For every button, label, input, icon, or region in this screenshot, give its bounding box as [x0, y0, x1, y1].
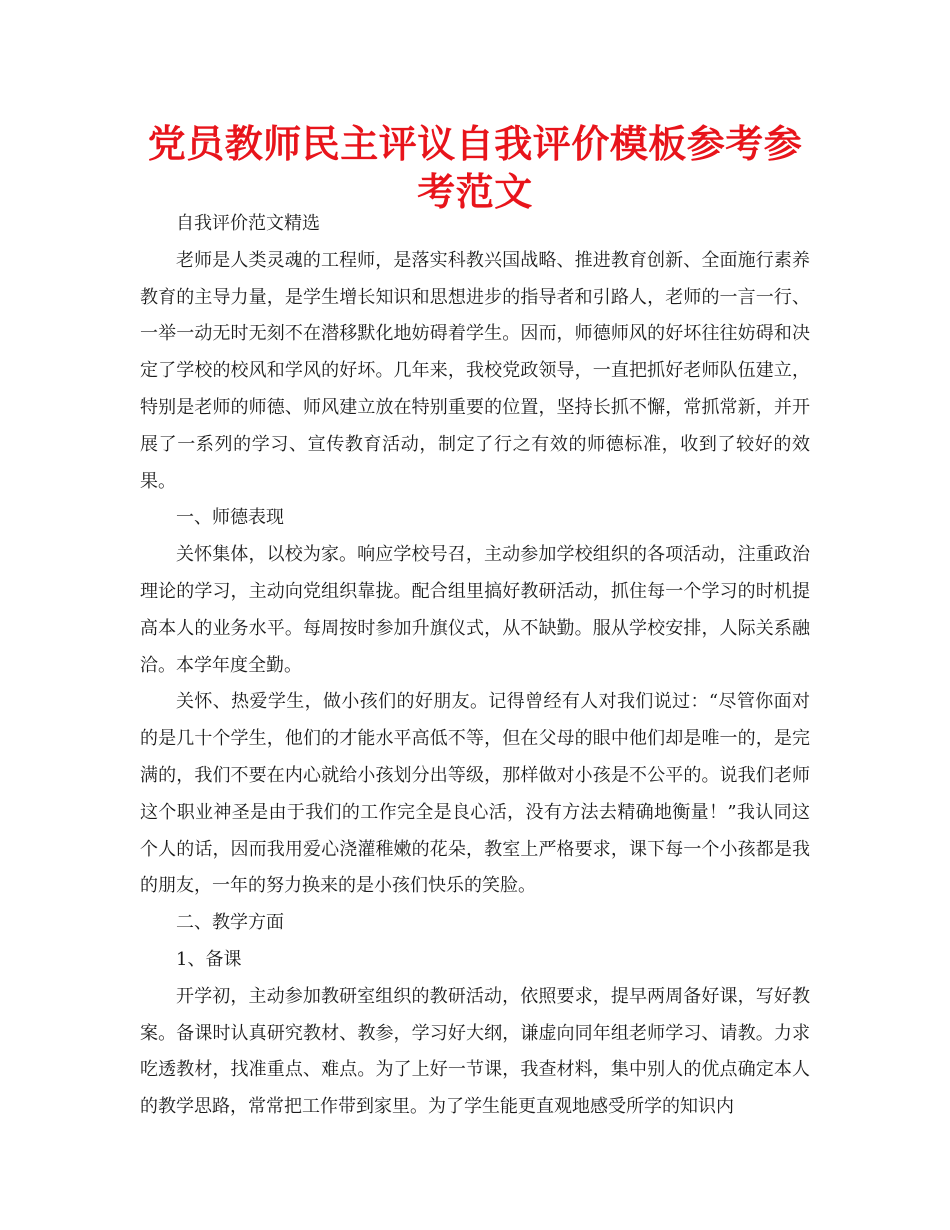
paragraph-ethics-students: 关怀、热爱学生，做小孩们的好朋友。记得曾经有人对我们说过：“尽管你面对的是几十个学生，他们的才能水平高低不等，但在父母的眼中他们却是唯一的，是完满的，我们不要在内心就给小孩划分出等级，那样做对小孩是不公平的。说我们老师这个职业神圣是由于我们的工作完全是良心活，没有方法去精确地衡量！”我认同这个人的话，因而我用爱心浇灌稚嫩的花朵，教室上严格要求，课下每一个小孩都是我的朋友，一年的努力换来的是小孩们快乐的笑脸。: [140, 691, 810, 897]
document-body: [140, 206, 810, 1126]
paragraph-intro: 老师是人类灵魂的工程师，是落实科教兴国战略、推进教育创新、全面施行素养教育的主导力量，是学生增长知识和思想进步的指导者和引路人，老师的一言一行、一举一动无时无刻不在潜移默化地妨碍着学生。因而，师德师风的好坏往往妨碍和决定了学校的校风和学风的好坏。几年来，我校党政领导，一直把抓好老师队伍建立，特别是老师的师德、师风建立放在特别重要的位置，坚持长抓不懈，常抓常新，并开展了一系列的学习、宣传教育活动，制定了行之有效的师德标准，收到了较好的效果。: [140, 249, 810, 492]
paragraph-lesson-prep: 开学初，主动参加教研室组织的教研活动，依照要求，提早两周备好课，写好教案。备课时认真研究教材、教参，学习好大纲，谦虚向同年组老师学习、请教。力求吃透教材，找准重点、难点。为了上好一节课，我查材料，集中别人的优点确定本人的教学思路，常常把工作带到家里。为了学生能更直观地感受所学的知识内: [140, 985, 810, 1118]
subsection-heading-lesson-prep: 1、备课: [176, 948, 242, 970]
paragraph-ethics-collective: 关怀集体，以校为家。响应学校号召，主动参加学校组织的各项活动，注重政治理论的学习，主动向党组织靠拢。配合组里搞好教研活动，抓住每一个学习的时机提高本人的业务水平。每周按时参加升旗仪式，从不缺勤。服从学校安排，人际关系融洽。本学年度全勤。: [140, 544, 810, 676]
document-title: 党员教师民主评议自我评价模板参考参考范文: [147, 122, 803, 214]
section-heading-teaching: 二、教学方面: [176, 912, 284, 934]
paragraph-subtitle: 自我评价范文精选: [176, 213, 320, 234]
section-heading-ethics: 一、师德表现: [176, 507, 284, 529]
